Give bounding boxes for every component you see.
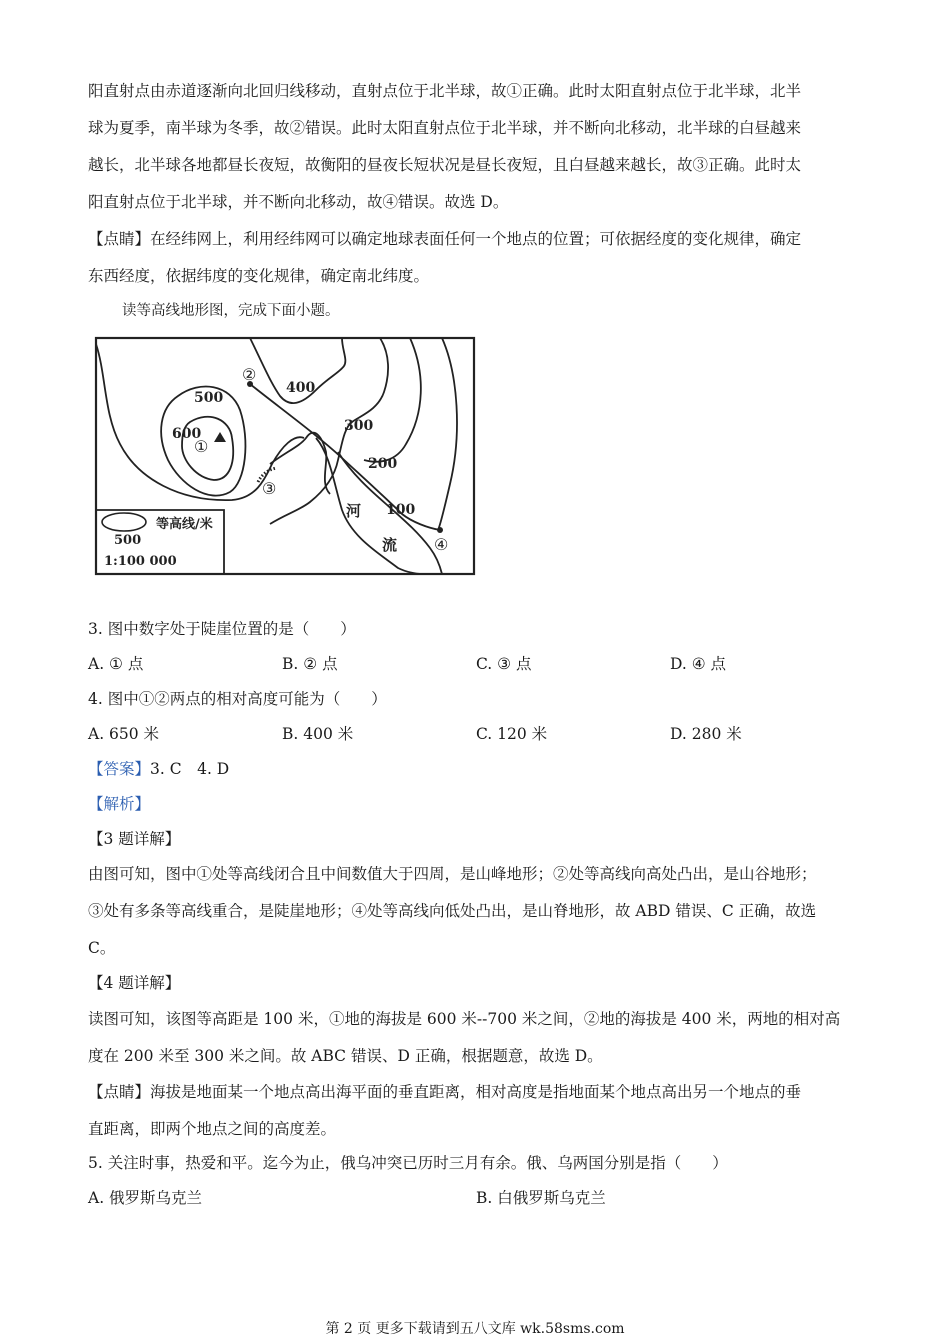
q4-option-c: C. 120 米 [476,725,548,743]
q5-option-b: B. 白俄罗斯乌克兰 [476,1189,606,1207]
point-1-label: ① [194,437,209,456]
answer-line [88,759,229,779]
q3-stem: 3. 图中数字处于陡崖位置的是（ ） [88,620,356,638]
contour-label-200: 200 [368,456,398,472]
q5-option-a: A. 俄罗斯乌克兰 [88,1189,203,1207]
q4-option-a: A. 650 米 [88,725,160,743]
q3-option-a: A. ① 点 [88,655,144,673]
q4-option-d: D. 280 米 [670,725,742,743]
point-2-label: ② [242,365,257,384]
contour-label-300: 300 [344,418,374,434]
q3-detail-title: 【3 题详解】 [88,830,181,848]
q4-detail-line: 读图可知，该图等高距是 100 米，①地的海拔是 600 米--700 米之间，②地的海拔是 400 米，两地的相对高 [88,1010,841,1028]
answer-text: 3. C 4. D [150,760,230,778]
answer-label: 【答案】 [88,760,151,778]
q4-stem: 4. 图中①②两点的相对高度可能为（ ） [88,690,387,708]
dianjing-label: 【点睛】 [88,1083,151,1101]
q4-detail-line: 度在 200 米至 300 米之间。故 ABC 错误、D 正确，根据题意，故选 D。 [88,1047,603,1065]
q3-option-d: D. ④ 点 [670,655,727,673]
contour-label-600: 600 [172,426,202,442]
page-footer: 第 2 页 更多下载请到五八文库 wk.58sms.com [325,1321,625,1337]
dianjing-label: 【点睛】 [88,230,151,248]
analysis-label: 【解析】 [88,795,151,813]
river-label: 河 [346,502,362,520]
q4-option-b: B. 400 米 [282,725,354,743]
legend-label: 等高线/米 [156,517,213,532]
q3-detail-line: C。 [88,939,116,957]
dianjing-text: 在经纬网上，利用经纬网可以确定地球表面任何一个地点的位置；可依据经度的变化规律，确定 [150,230,802,248]
intro-line: 越长，北半球各地都昼长夜短，故衡阳的昼夜长短状况是昼长夜短，且白昼越来越长，故③正确。此时太 [88,156,802,174]
dianjing-text: 海拔是地面某一个地点高出海平面的垂直距离，相对高度是指地面某个地点高出另一个地点的垂 [150,1083,802,1101]
dianjing-text: 直距离，即两个地点之间的高度差。 [88,1120,337,1138]
legend-contour-value: 500 [114,533,142,548]
q4-detail-title: 【4 题详解】 [88,974,181,992]
map-frame [96,338,474,574]
q3-option-b: B. ② 点 [282,655,338,673]
intro-line: 阳直射点由赤道逐渐向北回归线移动，直射点位于北半球，故①正确。此时太阳直射点位于北半球，北半 [88,82,802,100]
contour-label-100: 100 [386,502,416,518]
intro-line: 球为夏季，南半球为冬季，故②错误。此时太阳直射点位于北半球，并不断向北移动，北半球的白昼越来 [88,119,802,137]
contour-label-500: 500 [194,390,224,406]
q3-option-c: C. ③ 点 [476,655,532,673]
contour-map [90,334,482,580]
q5-stem: 5. 关注时事，热爱和平。迄今为止，俄乌冲突已历时三月有余。俄、乌两国分别是指（ ） [88,1154,728,1172]
dianjing-text: 东西经度，依据纬度的变化规律，确定南北纬度。 [88,267,430,285]
scale-label: 1:100 000 [104,554,177,569]
dianjing-paragraph [88,229,801,249]
dianjing-paragraph [88,1082,801,1102]
q3-detail-line: 由图可知，图中①处等高线闭合且中间数值大于四周，是山峰地形；②处等高线向高处凸出，是山谷地形； [88,865,817,883]
map-intro: 读等高线地形图，完成下面小题。 [122,303,340,319]
point-3-label: ③ [262,479,277,498]
river-label: 流 [382,536,398,554]
point-4-dot [437,527,443,533]
point-4-label: ④ [434,535,449,554]
contour-label-400: 400 [286,380,316,396]
q3-detail-line: ③处有多条等高线重合，是陡崖地形；④处等高线向低处凸出，是山脊地形，故 ABD 错误、C 正确，故选 [88,902,817,920]
intro-line: 阳直射点位于北半球，并不断向北移动，故④错误。故选 D。 [88,193,509,211]
